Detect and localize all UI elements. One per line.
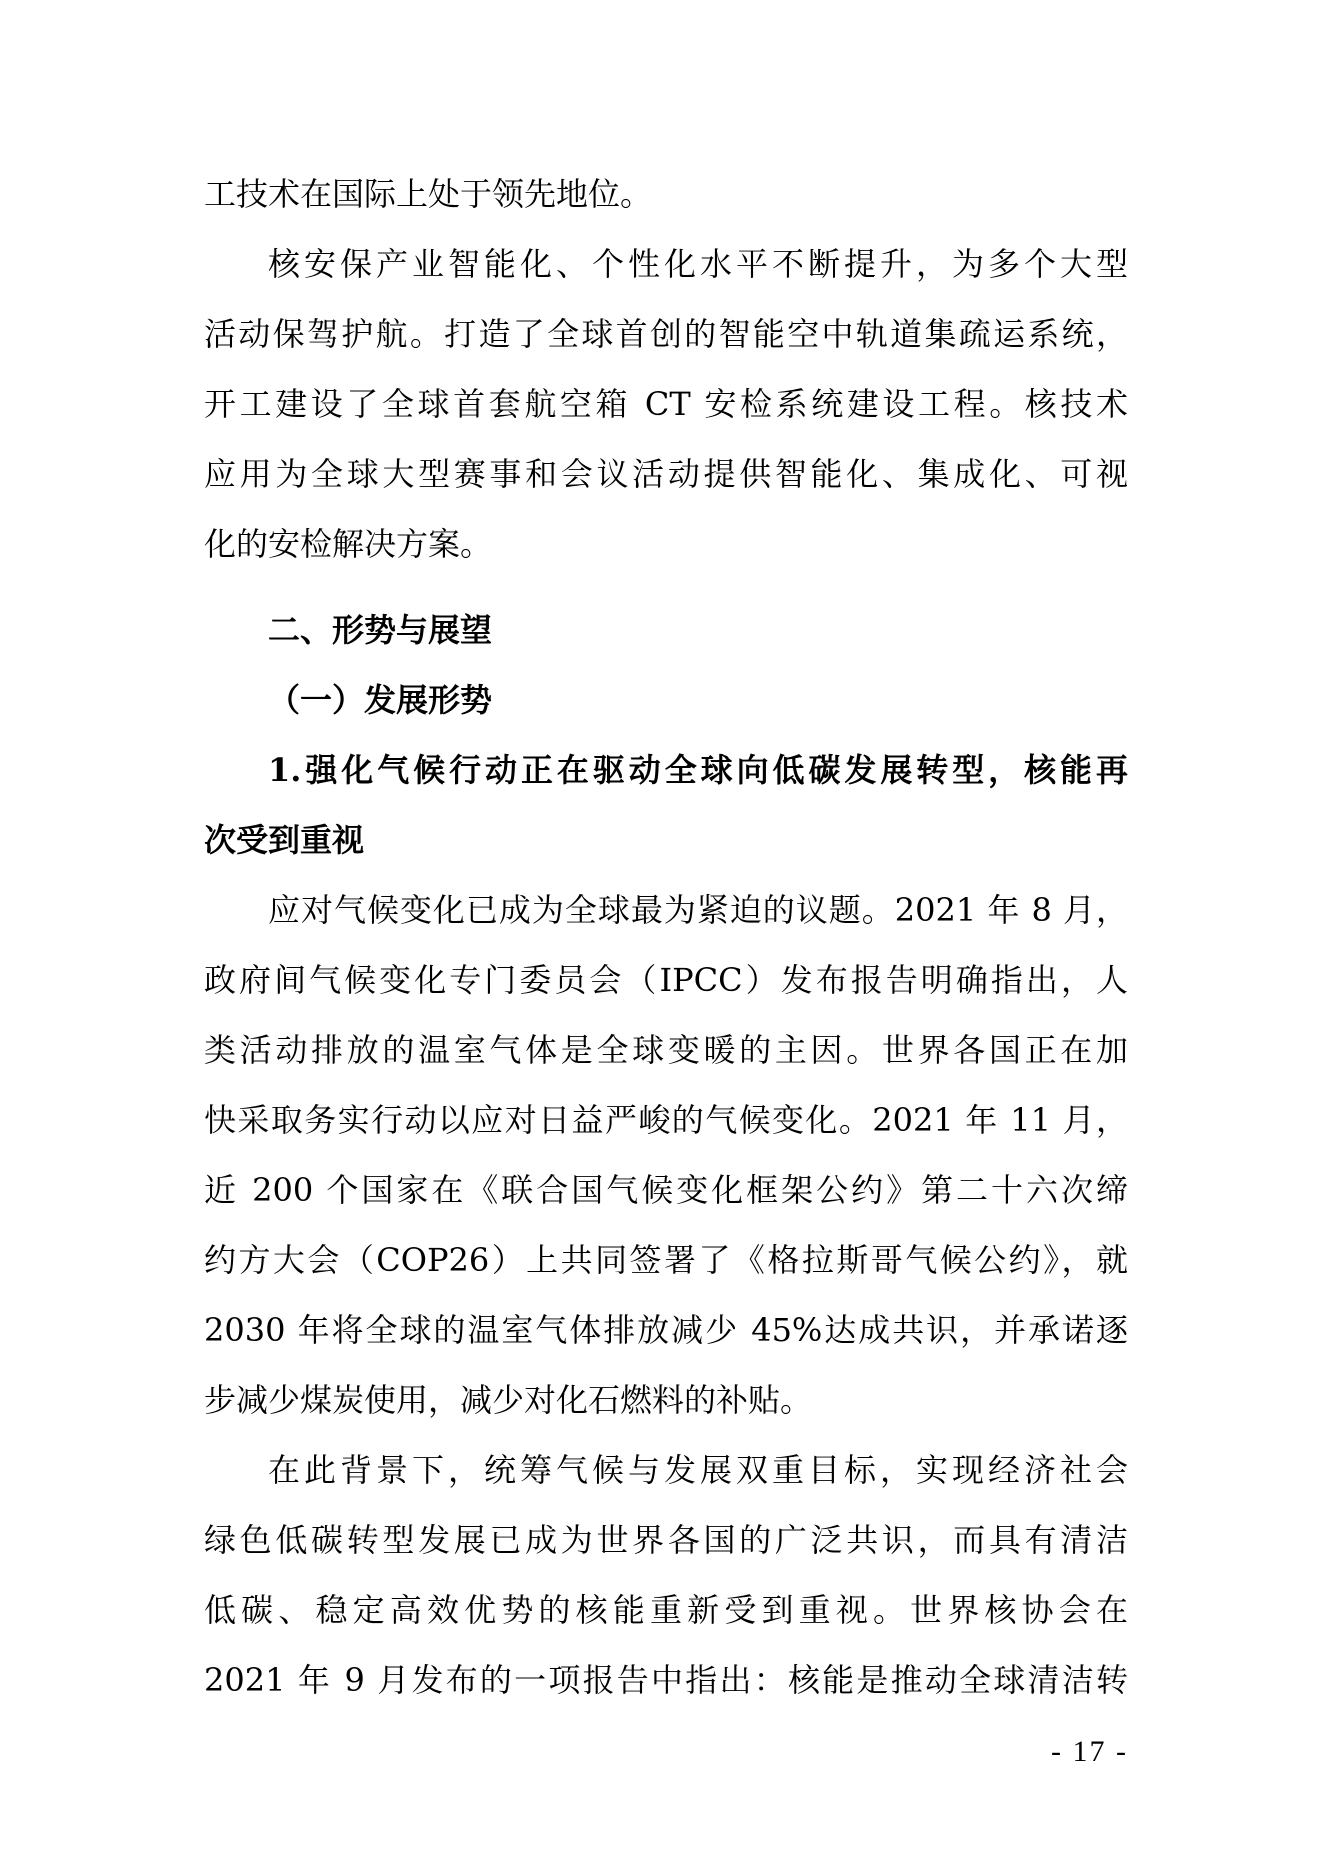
section-heading: 二、形势与展望 [268,611,493,649]
body-line: 2021 年 9 月发布的一项报告中指出：核能是推动全球清洁转 [204,1661,1128,1699]
paragraph-security [204,229,1128,579]
body-line: 类活动排放的温室气体是全球变暖的主因。世界各国正在加 [204,1031,1128,1069]
item-heading-line: 次受到重视 [204,821,365,859]
body-line: 工技术在国际上处于领先地位。 [204,175,653,213]
item-heading [204,735,1128,875]
paragraph-background [204,1435,1128,1715]
body-line: 绿色低碳转型发展已成为世界各国的广泛共识，而具有清洁 [204,1521,1128,1559]
paragraph-continuation [204,159,1128,229]
subsection-heading: （一）发展形势 [268,681,493,719]
body-line: 约方大会（COP26）上共同签署了《格拉斯哥气候公约》，就 [204,1241,1128,1279]
body-line: 化的安检解决方案。 [204,525,493,563]
body-line: 在此背景下，统筹气候与发展双重目标，实现经济社会 [268,1451,1128,1489]
item-heading-line: 1.强化气候行动正在驱动全球向低碳发展转型，核能再 [268,751,1128,789]
page-body [204,159,1128,1715]
body-line: 活动保驾护航。打造了全球首创的智能空中轨道集疏运系统， [204,315,1128,353]
body-line: 政府间气候变化专门委员会（IPCC）发布报告明确指出，人 [204,961,1128,999]
body-line: 核安保产业智能化、个性化水平不断提升，为多个大型 [268,245,1128,283]
body-line: 低碳、稳定高效优势的核能重新受到重视。世界核协会在 [204,1591,1128,1629]
body-line: 应对气候变化已成为全球最为紧迫的议题。2021 年 8 月， [268,891,1128,929]
body-line: 快采取务实行动以应对日益严峻的气候变化。2021 年 11 月， [204,1101,1128,1139]
body-line: 近 200 个国家在《联合国气候变化框架公约》第二十六次缔 [204,1171,1128,1209]
body-line: 2030 年将全球的温室气体排放减少 45%达成共识，并承诺逐 [204,1311,1128,1349]
page-number: - 17 - [1051,1735,1128,1768]
paragraph-climate [204,875,1128,1435]
body-line: 开工建设了全球首套航空箱 CT 安检系统建设工程。核技术 [204,385,1128,423]
body-line: 步减少煤炭使用，减少对化石燃料的补贴。 [204,1381,813,1419]
body-line: 应用为全球大型赛事和会议活动提供智能化、集成化、可视 [204,455,1128,493]
